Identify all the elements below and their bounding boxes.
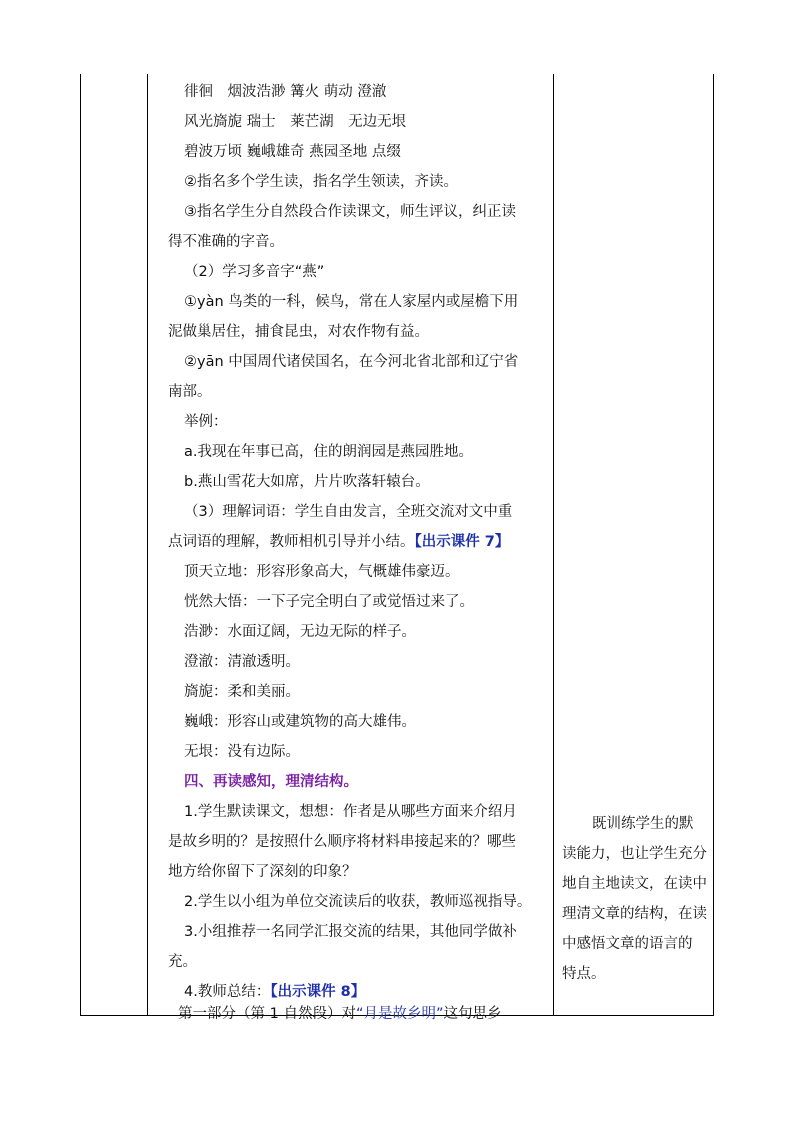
reading-step-2: ②指名多个学生读，指名学生领读，齐读。 (184, 174, 458, 190)
definition-3: 浩渺：水面辽阔，无边无际的样子。 (184, 624, 416, 640)
vocab-line-2: 风光旖旎 瑞士 莱芒湖 无边无垠 (184, 114, 407, 130)
reading-step-3-cont: 得不准确的字音。 (168, 234, 284, 250)
section-four-heading: 四、再读感知，理清结构。 (184, 774, 358, 790)
activity-1-cont-b: 地方给你留下了深刻的印象？ (168, 864, 357, 880)
vocab-understanding-cont (168, 532, 509, 552)
side-note-line-3: 地自主地读文，在读中 (562, 876, 707, 892)
examples-label: 举例： (184, 414, 228, 430)
title-quote: “月是故乡明” (355, 1006, 444, 1022)
example-b: b.燕山雪花大如席，片片吹落轩辕台。 (184, 474, 430, 490)
side-note-line-6: 特点。 (562, 966, 606, 982)
lesson-table (80, 74, 714, 1022)
activity-3: 3.小组推荐一名同学汇报交流的结果，其他同学做补 (184, 924, 517, 940)
part-one-text: 第一部分（第 1 自然段）对 (178, 1006, 356, 1022)
teacher-summary-text: 4.教师总结： (184, 984, 271, 1000)
courseware-7-tag: 【出示课件 7】 (414, 534, 510, 550)
reading-step-3: ③指名学生分自然段合作读课文，师生评议，纠正读 (184, 204, 516, 220)
side-note-line-2: 读能力，也让学生充分 (562, 846, 707, 862)
polyphone-yan4: ①yàn 鸟类的一科，候鸟，常在人家屋内或屋檐下用 (184, 294, 519, 310)
definition-4: 澄澈：清澈透明。 (184, 654, 300, 670)
polyphone-yan1-cont: 南部。 (168, 384, 212, 400)
definition-5: 旖旎：柔和美丽。 (184, 684, 300, 700)
vocab-understanding-text: 点词语的理解，教师相机引导并小结。 (168, 534, 415, 550)
polyphone-yan4-cont: 泥做巢居住，捕食昆虫，对农作物有益。 (168, 324, 429, 340)
definition-2: 恍然大悟：一下子完全明白了或觉悟过来了。 (184, 594, 474, 610)
side-note-line-4: 理清文章的结构，在读 (562, 906, 707, 922)
definition-1: 顶天立地：形容形象高大，气概雄伟豪迈。 (184, 564, 460, 580)
vocab-line-3: 碧波万顷 巍峨雄奇 燕园圣地 点缀 (184, 144, 401, 160)
definition-6: 巍峨：形容山或建筑物的高大雄伟。 (184, 714, 416, 730)
part-one-line (178, 1004, 501, 1024)
example-a: a.我现在年事已高，住的朗润园是燕园胜地。 (184, 444, 473, 460)
definition-7: 无垠：没有边际。 (184, 744, 300, 760)
courseware-8-tag: 【出示课件 8】 (270, 984, 366, 1000)
activity-2: 2.学生以小组为单位交流读后的收获，教师巡视指导。 (184, 894, 532, 910)
teacher-summary (184, 982, 365, 1002)
activity-1: 1.学生默读课文，想想：作者是从哪些方面来介绍月 (184, 804, 517, 820)
polyphone-yan1: ②yān 中国周代诸侯国名，在今河北省北部和辽宁省 (184, 354, 519, 370)
polyphone-heading: （2）学习多音字“燕” (184, 264, 325, 280)
activity-3-cont: 充。 (168, 954, 197, 970)
table-divider-right (553, 74, 554, 1015)
vocab-understanding: （3）理解词语：学生自由发言，全班交流对文中重 (184, 504, 513, 520)
part-one-text-tail: 这句思乡 (443, 1006, 502, 1022)
activity-1-cont-a: 是故乡明的？是按照什么顺序将材料串接起来的？哪些 (168, 834, 516, 850)
side-note-line-5: 中感悟文章的语言的 (562, 936, 693, 952)
table-divider-left (147, 74, 148, 1015)
side-note-line-1: 既训练学生的默 (592, 816, 694, 832)
vocab-line-1: 徘徊 烟波浩渺 篝火 萌动 澄澈 (184, 84, 387, 100)
